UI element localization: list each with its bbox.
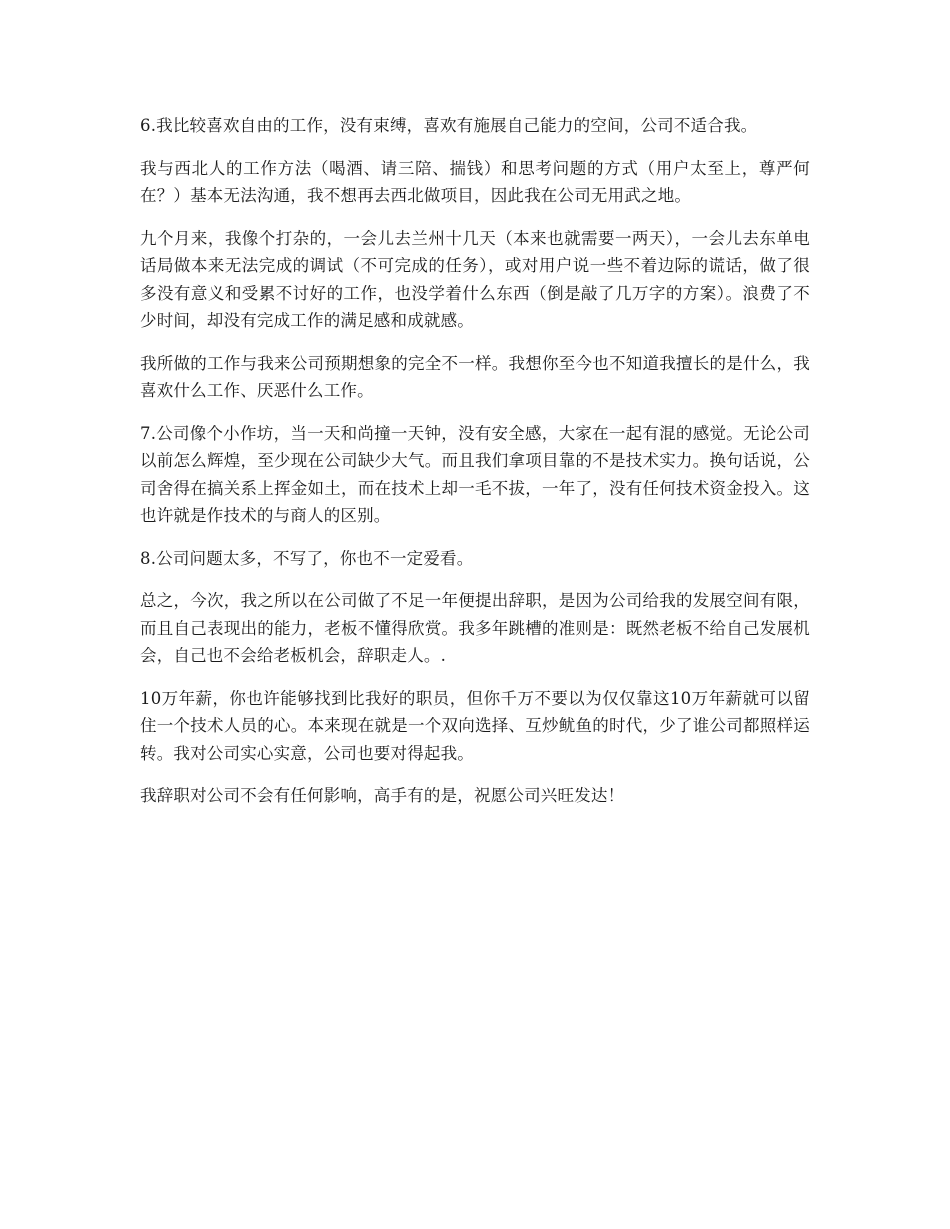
paragraph-nine-months: 九个月来，我像个打杂的，一会儿去兰州十几天（本来也就需要一两天），一会儿去东单电话局做本来无法完成的调试（不可完成的任务），或对用户说一些不着边际的谎话，做了很多没有意义和受累不讨好的工作，也没学着什么东西（倒是敲了几万字的方案）。浪费了不少时间，却没有完成工作的满足感和成就感。 bbox=[140, 228, 810, 330]
paragraph-summary: 总之，今次，我之所以在公司做了不足一年便提出辞职，是因为公司给我的发展空间有限，而且自己表现出的能力，老板不懂得欣赏。我多年跳槽的准则是：既然老板不给自己发展机会，自己也不会给老板机会，辞职走人。. bbox=[140, 591, 810, 665]
paragraph-reason-6: 6.我比较喜欢自由的工作，没有束缚，喜欢有施展自己能力的空间，公司不适合我。 bbox=[140, 116, 758, 135]
paragraph-northwest-methods: 我与西北人的工作方法（喝酒、请三陪、揣钱）和思考问题的方式（用户太至上，尊严何在？）基本无法沟通，我不想再去西北做项目，因此我在公司无用武之地。 bbox=[140, 158, 810, 205]
paragraph-salary: 10万年薪，你也许能够找到比我好的职员，但你千万不要以为仅仅靠这10万年薪就可以留住一个技术人员的心。本来现在就是一个双向选择、互炒鱿鱼的时代，少了谁公司都照样运转。我对公司实心实意，公司也要对得起我。 bbox=[140, 688, 810, 763]
document-body bbox=[140, 112, 810, 825]
paragraph-closing: 我辞职对公司不会有任何影响，高手有的是，祝愿公司兴旺发达！ bbox=[140, 786, 625, 805]
paragraph-work-expectations: 我所做的工作与我来公司预期想象的完全不一样。我想你至今也不知道我擅长的是什么，我喜欢什么工作、厌恶什么工作。 bbox=[140, 353, 810, 400]
paragraph-reason-7: 7.公司像个小作坊，当一天和尚撞一天钟，没有安全感，大家在一起有混的感觉。无论公司以前怎么辉煌，至少现在公司缺少大气。而且我们拿项目靠的不是技术实力。换句话说，公司舍得在搞关系上挥金如土，而在技术上却一毛不拔，一年了，没有任何技术资金投入。这也许就是作技术的与商人的区别。 bbox=[140, 423, 810, 525]
paragraph-reason-8: 8.公司问题太多，不写了，你也不一定爱看。 bbox=[140, 548, 474, 568]
